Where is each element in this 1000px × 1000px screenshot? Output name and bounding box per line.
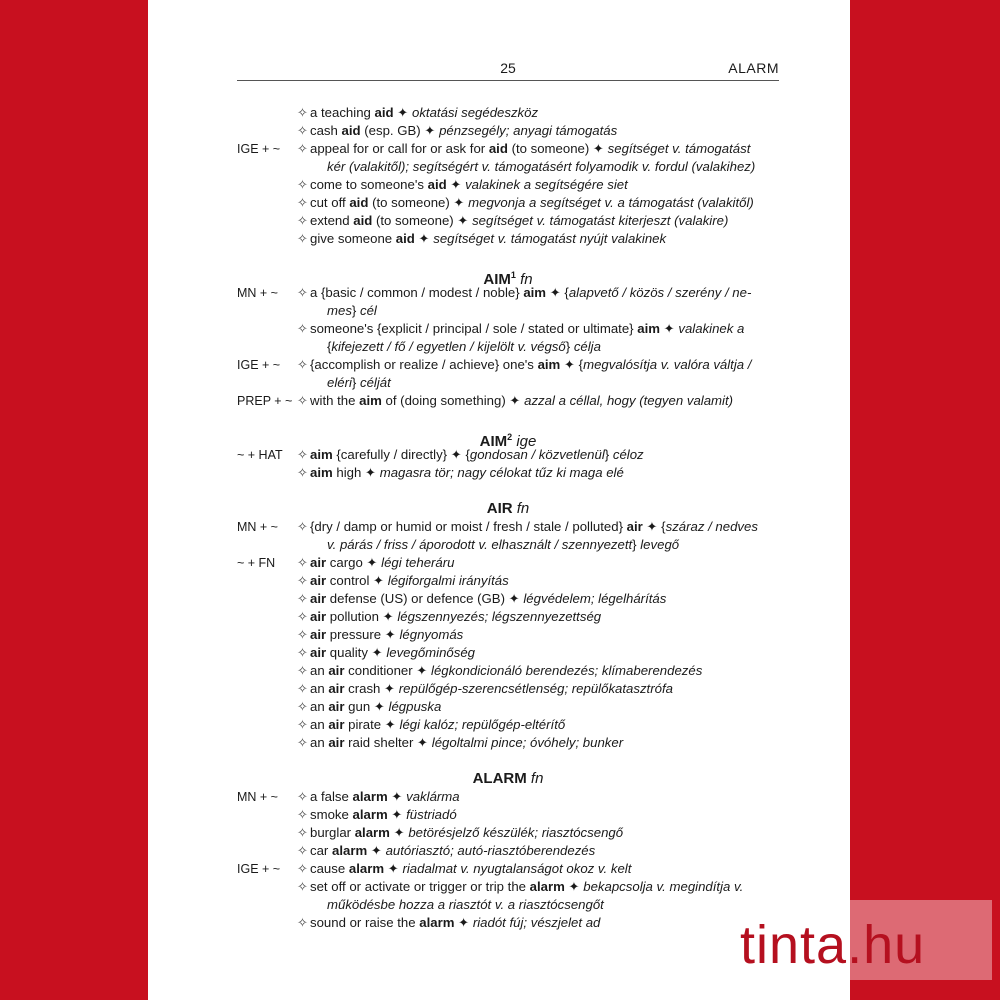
headword-in-context: air [310, 627, 327, 642]
collocation-pattern-label: PREP + ~ [237, 394, 293, 408]
headword-in-context: air [626, 519, 643, 534]
collocation-entry [297, 140, 767, 158]
translation-text: segítséget v. támogatást kiterjeszt (valakire) [472, 213, 729, 228]
part-of-speech: fn [530, 770, 544, 787]
english-text: high ✦ [332, 465, 380, 480]
english-text: pirate ✦ [344, 717, 400, 732]
headword-in-context: aid [341, 123, 361, 138]
translation-text: kifejezett / fő / egyetlen / kijelölt v. végső [331, 339, 566, 354]
headword-in-context: air [328, 699, 345, 714]
english-text: gun ✦ [344, 699, 389, 714]
headword-title: AIM [483, 271, 511, 288]
english-text: ✦ [446, 177, 466, 192]
translation-text: valakinek a segítségére siet [465, 177, 628, 192]
headword-in-context: air [310, 645, 327, 660]
english-text: an [310, 717, 329, 732]
english-text: ✦ [564, 879, 584, 894]
bullet-icon: ✧ [297, 465, 309, 480]
bullet-icon: ✧ [297, 591, 309, 606]
translation-text: légoltalmi pince; óvóhely; bunker [431, 735, 624, 750]
english-text: cut off [310, 195, 350, 210]
headword-in-context: alarm [352, 807, 388, 822]
english-text: come to someone's [310, 177, 428, 192]
translation-text: autóriasztó; autó-riasztóberendezés [385, 843, 596, 858]
headword-in-context: aim [523, 285, 547, 300]
translation-text: légnyomás [399, 627, 464, 642]
english-text: } [632, 537, 641, 552]
collocation-entry [297, 122, 767, 140]
collocation-entry [297, 176, 767, 194]
translation-text: riadót fúj; vészjelet ad [472, 915, 601, 930]
collocation-pattern-label: ~ + HAT [237, 448, 283, 462]
english-text: } [604, 447, 613, 462]
translation-text: légvédelem; légelhárítás [523, 591, 667, 606]
translation-text: azzal a céllal, hogy (tegyen valamit) [524, 393, 734, 408]
part-of-speech: fn [520, 271, 533, 288]
english-text: { [327, 339, 332, 354]
headword-in-context: aid [349, 195, 369, 210]
english-text: ✦ [454, 915, 473, 930]
page-number: 25 [500, 60, 516, 76]
english-text: someone's {explicit / principal / sole / stated or ultimate} [310, 321, 638, 336]
english-text: set off or activate or trigger or trip the [310, 879, 530, 894]
headword-in-context: air [310, 609, 327, 624]
watermark [730, 900, 992, 980]
translation-text: légi teheráru [381, 555, 455, 570]
homonym-number: 2 [507, 432, 513, 442]
bullet-icon: ✧ [297, 195, 309, 210]
collocation-entry [297, 788, 767, 806]
translation-text: levegő [640, 537, 680, 552]
homonym-number: 1 [510, 270, 516, 280]
collocation-entry [297, 608, 767, 626]
headword-in-context: aid [427, 177, 447, 192]
collocation-entry [297, 230, 767, 248]
headword-in-context: alarm [352, 789, 388, 804]
english-text: ✦ { [642, 519, 666, 534]
collocation-pattern-label: IGE + ~ [237, 358, 281, 372]
headword-in-context: aim [310, 465, 333, 480]
bullet-icon: ✧ [297, 357, 309, 372]
collocation-entry [297, 878, 767, 896]
bullet-icon: ✧ [297, 177, 309, 192]
english-text: (to someone) ✦ [368, 195, 469, 210]
collocation-entry [297, 716, 767, 734]
english-text: ✦ { [546, 285, 569, 300]
english-text: of (doing something) ✦ [381, 393, 525, 408]
collocation-entry [297, 572, 767, 590]
headword-in-context: air [310, 591, 327, 606]
english-text: ✦ [367, 843, 386, 858]
running-header [237, 58, 779, 81]
english-text: {accomplish or realize / achieve} one's [310, 357, 538, 372]
collocation-entry [297, 806, 767, 824]
entry-continuation [327, 338, 797, 356]
english-text: crash ✦ [344, 681, 399, 696]
headword-title: AIM [479, 433, 508, 450]
bullet-icon: ✧ [297, 555, 309, 570]
bullet-icon: ✧ [297, 123, 309, 138]
translation-text: levegőminőség [386, 645, 476, 660]
english-text: pressure ✦ [326, 627, 400, 642]
translation-text: oktatási segédeszköz [411, 105, 539, 120]
translation-text: vaklárma [406, 789, 460, 804]
headword-in-context: alarm [529, 879, 565, 894]
translation-text: légkondicionáló berendezés; klímaberendezés [431, 663, 703, 678]
headword-title: ALARM [472, 770, 527, 787]
bullet-icon: ✧ [297, 807, 309, 822]
entry-headword [237, 500, 779, 518]
translation-text: bekapcsolja v. megindítja v. [583, 879, 744, 894]
bullet-icon: ✧ [297, 681, 309, 696]
headword-in-context: alarm [419, 915, 455, 930]
english-text: a teaching [310, 105, 375, 120]
collocation-pattern-label: MN + ~ [237, 520, 278, 534]
bullet-icon: ✧ [297, 627, 309, 642]
collocation-pattern-label: MN + ~ [237, 790, 278, 804]
translation-text: segítséget v. támogatást nyújt valakinek [433, 231, 667, 246]
translation-text: füstriadó [406, 807, 457, 822]
collocation-entry [297, 464, 767, 482]
headword-in-context: aid [374, 105, 394, 120]
english-text: } [351, 375, 360, 390]
collocation-pattern-label: MN + ~ [237, 286, 278, 300]
headword-in-context: air [328, 735, 345, 750]
bullet-icon: ✧ [297, 825, 309, 840]
headword-in-context: aim [637, 321, 660, 336]
running-headword: ALARM [728, 60, 779, 76]
part-of-speech: fn [516, 500, 530, 517]
collocation-entry [297, 590, 767, 608]
english-text: cargo ✦ [326, 555, 382, 570]
headword-in-context: air [310, 555, 327, 570]
entry-continuation [327, 374, 797, 392]
english-text: ✦ [414, 231, 434, 246]
headword-title: AIR [486, 500, 513, 517]
english-text: ✦ [387, 789, 407, 804]
headword-in-context: alarm [348, 861, 385, 876]
translation-text: kér (valakitől); segítségért v. támogatásért folyamodik v. fordul (valakihez) [327, 159, 756, 174]
bullet-icon: ✧ [297, 573, 309, 588]
translation-text: légszennyezés; légszennyezettség [397, 609, 602, 624]
translation-text: száraz / nedves [665, 519, 758, 534]
translation-text: légiforgalmi irányítás [387, 573, 509, 588]
english-text: a false [310, 789, 353, 804]
translation-text: gondosan / közvetlenül [469, 447, 605, 462]
headword-in-context: alarm [354, 825, 390, 840]
bullet-icon: ✧ [297, 645, 309, 660]
collocation-entry [297, 554, 767, 572]
collocation-pattern-label: IGE + ~ [237, 862, 281, 876]
collocation-entry [297, 392, 767, 410]
english-text: an [310, 699, 329, 714]
collocation-entry [297, 734, 767, 752]
english-text: {dry / damp or humid or moist / fresh / stale / polluted} [310, 519, 627, 534]
translation-text: mes [327, 303, 352, 318]
part-of-speech: ige [516, 433, 537, 450]
translation-text: megvonja a segítséget v. a támogatást (valakitől) [468, 195, 754, 210]
entry-headword [237, 770, 779, 788]
english-text: } [351, 303, 360, 318]
english-text: appeal for or call for or ask for [310, 141, 489, 156]
translation-text: v. párás / friss / áporodott v. elhasznált / szennyezett [327, 537, 633, 552]
english-text: (esp. GB) ✦ [360, 123, 440, 138]
collocation-entry [297, 698, 767, 716]
bullet-icon: ✧ [297, 879, 309, 894]
translation-text: alapvető / közös / szerény / ne- [568, 285, 752, 300]
entry-headword [237, 266, 779, 289]
english-text: ✦ [393, 105, 412, 120]
english-text: (to someone) ✦ [372, 213, 473, 228]
watermark-text: tinta.hu [740, 915, 926, 975]
bullet-icon: ✧ [297, 663, 309, 678]
bullet-icon: ✧ [297, 699, 309, 714]
entry-continuation [327, 158, 797, 176]
english-text: smoke [310, 807, 353, 822]
english-text: defense (US) or defence (GB) ✦ [326, 591, 524, 606]
collocation-entry [297, 662, 767, 680]
collocation-entry [297, 842, 767, 860]
headword-in-context: aid [488, 141, 508, 156]
translation-text: riadalmat v. nyugtalanságot okoz v. kelt [402, 861, 632, 876]
bullet-icon: ✧ [297, 915, 309, 930]
collocation-entry [297, 356, 767, 374]
english-text: extend [310, 213, 354, 228]
collocation-entry [297, 626, 767, 644]
english-text: cash [310, 123, 342, 138]
entry-headword [237, 428, 779, 451]
english-text: {carefully / directly} ✦ { [332, 447, 470, 462]
bullet-icon: ✧ [297, 735, 309, 750]
bullet-icon: ✧ [297, 789, 309, 804]
english-text: raid shelter ✦ [344, 735, 432, 750]
english-text: (to someone) ✦ [507, 141, 608, 156]
translation-text: légpuska [388, 699, 442, 714]
collocation-entry [297, 194, 767, 212]
english-text: a {basic / common / modest / noble} [310, 285, 524, 300]
collocation-pattern-label: IGE + ~ [237, 142, 281, 156]
headword-in-context: aim [359, 393, 382, 408]
translation-text: cél [360, 303, 377, 318]
english-text: control ✦ [326, 573, 388, 588]
bullet-icon: ✧ [297, 393, 309, 408]
english-text: with the [310, 393, 360, 408]
translation-text: megvalósítja v. valóra váltja / [583, 357, 752, 372]
collocation-pattern-label: ~ + FN [237, 556, 276, 570]
translation-text: célja [573, 339, 601, 354]
bullet-icon: ✧ [297, 609, 309, 624]
translation-text: eléri [327, 375, 352, 390]
headword-in-context: aim [310, 447, 333, 462]
english-text: cause [310, 861, 349, 876]
english-text: ✦ [387, 807, 407, 822]
headword-in-context: air [328, 681, 345, 696]
bullet-icon: ✧ [297, 717, 309, 732]
headword-in-context: air [310, 573, 327, 588]
english-text: an [310, 735, 329, 750]
english-text: pollution ✦ [326, 609, 398, 624]
collocation-entry [297, 644, 767, 662]
bullet-icon: ✧ [297, 447, 309, 462]
collocation-entry [297, 914, 767, 932]
bullet-icon: ✧ [297, 105, 309, 120]
bullet-icon: ✧ [297, 843, 309, 858]
headword-in-context: air [328, 663, 345, 678]
headword-in-context: alarm [331, 843, 368, 858]
english-text: give someone [310, 231, 396, 246]
entry-continuation [327, 536, 797, 554]
bullet-icon: ✧ [297, 141, 309, 156]
translation-text: pénzsegély; anyagi támogatás [439, 123, 618, 138]
bullet-icon: ✧ [297, 519, 309, 534]
english-text: burglar [310, 825, 355, 840]
translation-text: valakinek a [678, 321, 745, 336]
english-text: ✦ { [560, 357, 584, 372]
bullet-icon: ✧ [297, 231, 309, 246]
headword-in-context: aid [395, 231, 415, 246]
english-text: an [310, 681, 329, 696]
entry-continuation [327, 896, 797, 914]
english-text: conditioner ✦ [344, 663, 432, 678]
translation-text: célját [360, 375, 391, 390]
headword-in-context: aid [353, 213, 373, 228]
translation-text: céloz [612, 447, 644, 462]
translation-text: segítséget v. támogatást [607, 141, 751, 156]
english-text: ✦ [659, 321, 679, 336]
translation-text: betörésjelző készülék; riasztócsengő [408, 825, 624, 840]
english-text: } [565, 339, 574, 354]
bullet-icon: ✧ [297, 861, 309, 876]
bullet-icon: ✧ [297, 321, 309, 336]
translation-text: légi kalóz; repülőgép-eltérítő [399, 717, 566, 732]
translation-text: repülőgép-szerencsétlenség; repülőkatasztrófa [398, 681, 673, 696]
collocation-entry [297, 518, 767, 536]
english-text: an [310, 663, 329, 678]
collocation-entry [297, 824, 767, 842]
translation-text: magasra tör; nagy célokat tűz ki maga elé [379, 465, 624, 480]
entry-continuation [327, 302, 797, 320]
translation-text: működésbe hozza a riasztót v. a riasztócsengőt [327, 897, 604, 912]
headword-in-context: aim [537, 357, 561, 372]
english-text: quality ✦ [326, 645, 387, 660]
bullet-icon: ✧ [297, 213, 309, 228]
english-text: ✦ [384, 861, 403, 876]
collocation-entry [297, 680, 767, 698]
english-text: ✦ [389, 825, 409, 840]
english-text: car [310, 843, 332, 858]
english-text: sound or raise the [310, 915, 420, 930]
collocation-entry [297, 104, 767, 122]
headword-in-context: air [328, 717, 345, 732]
bullet-icon: ✧ [297, 285, 309, 300]
collocation-entry [297, 860, 767, 878]
collocation-entry [297, 320, 767, 338]
collocation-entry [297, 212, 767, 230]
